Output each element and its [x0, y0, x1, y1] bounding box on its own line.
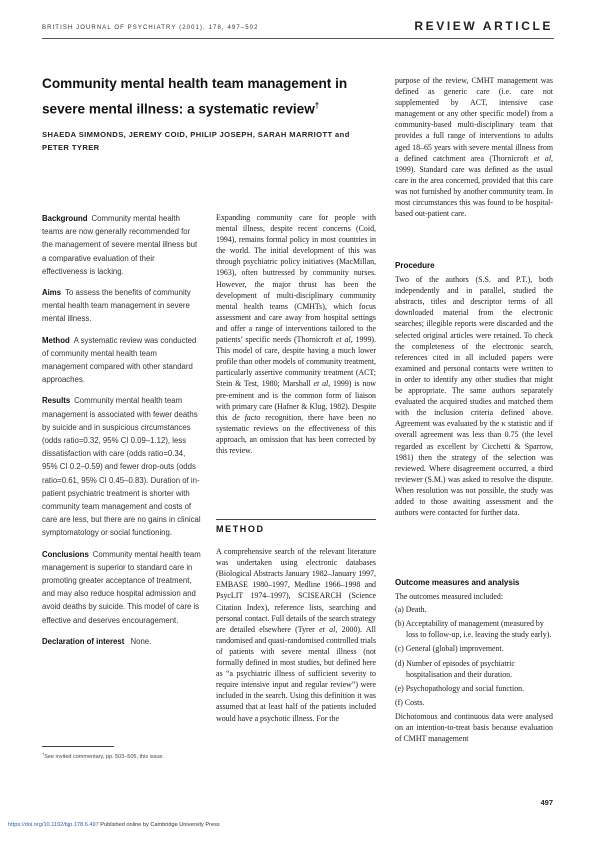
article-title — [42, 73, 362, 121]
abstract-background — [42, 212, 202, 278]
doi-link[interactable]: https://doi.org/10.1192/bjp.178.6.497 — [8, 822, 99, 828]
footnote-marker: † — [42, 751, 45, 756]
outcome-item: (f) Costs. — [395, 697, 425, 707]
abstract-declaration — [42, 635, 202, 648]
purpose-paragraph — [395, 75, 553, 219]
section-label: REVIEW ARTICLE — [414, 19, 553, 33]
purpose-et-al: et al — [533, 153, 552, 163]
method-et-al: et al — [319, 624, 336, 634]
footnote-text: See invited commentary, pp. 503–505, this issue. — [44, 753, 164, 760]
outcome-intro: The outcomes measured included: — [395, 592, 504, 602]
purpose-text-1: purpose of the review, CMHT management was defined as generic care (i.e. care not supplemented by ACT, intensive case management or any other specific model) from a community-based multi-disciplinary team that provides a full range of interventions to adults aged 18–65 years with severe mental illness from a defined catchment area (Thornicroft — [395, 76, 553, 163]
running-head: BRITISH JOURNAL OF PSYCHIATRY (2001), 178, 497–502 — [42, 25, 259, 31]
abstract-method-text: A systematic review was conducted of community mental health team management compared with other standard approaches. — [42, 335, 197, 385]
header-rule — [42, 38, 554, 39]
article-title-text: Community mental health team management in severe mental illness: a systematic review — [42, 76, 348, 117]
outcome-item: (b) Acceptability of management (measured by loss to follow-up, i.e. leaving the study early). — [395, 619, 552, 640]
abstract-results-label: Results — [42, 396, 71, 406]
abstract-results-text: Community mental health team management is associated with fewer deaths by suicide and in suspicious circumstances (odds ratio=0.32, 95% CI 0.09–1.12), less dissatisfaction with care (odds ratio=0.34, 95% CI 0.2–0.59) and fewer drop-outs (odds ratio=0.61, 95% CI 0.45–0.83). Duration of in-patient psychiatric treatment is shorter with community team management and costs of care are less, but there are no gains in clinical symptomatology or social functioning. — [42, 396, 201, 538]
abstract-background-text: Community mental health teams are now generally recommended for the management of severe mental illness but a comparative evaluation of their effectiveness is lacking. — [42, 214, 198, 276]
intro-et-al-2: et al — [313, 379, 329, 389]
footnote-rule — [42, 746, 114, 747]
doi-footer — [8, 822, 220, 828]
outcome-list — [395, 604, 553, 708]
procedure-text: Two of the authors (S.S. and P.T.), both independently and in parallel, studied the abstracts, titles and descriptor terms of all downloaded material from the electronic searches; illegible reports were discarded and the selected original articles were retained. To check the completeness of the electronic search, references cited in all included papers were examined and personal contacts were written to in order to identify any other studies that might be appropriate. The same authors separately evaluated the acquired studies and matched them with the inclusion criteria defined above. Agreement was evaluated by the κ statistic and if overall agreement was less than 0.75 (the level regarded as excellent by Cicchetti & Sparrow, 1981) then the strategy of the selection was reviewed. Where disagreement occurred, a third reviewer (S.M.) was asked to resolve the dispute. When resolution was not possible, the study was added to those awaiting assessment and the authors were contacted for further data. — [395, 275, 553, 518]
abstract-method — [42, 334, 202, 387]
title-dagger: † — [314, 101, 320, 110]
page-number: 497 — [540, 798, 553, 807]
abstract-results — [42, 394, 202, 539]
outcome-item: (c) General (global) improvement. — [395, 644, 504, 654]
outcome-tail: Dichotomous and continuous data were analysed on an intention-to-treat basis because evaluation of CMHT management — [395, 711, 553, 744]
method-heading: METHOD — [216, 519, 376, 535]
author-list: SHAEDA SIMMONDS, JEREMY COID, PHILIP JOSEPH, SARAH MARRIOTT and PETER TYRER — [42, 130, 350, 152]
abstract — [42, 212, 202, 656]
method-text-1: A comprehensive search of the relevant literature was undertaken using electronic databases (Biological Abstracts January 1982–January 1997, EMBASE 1980–1997, Medline 1966–1998 and PsycLIT 1974–1997), SCISEARCH (Science Citation Index), reference lists, searching and personal contact. Full details of the search strategy are detailed elsewhere (Tyrer — [216, 547, 376, 634]
method-section — [216, 519, 376, 724]
purpose-text — [395, 75, 553, 219]
introduction-text — [216, 212, 376, 456]
abstract-method-label: Method — [42, 335, 70, 345]
outcome-section — [395, 577, 553, 744]
introduction-paragraph — [216, 212, 376, 456]
intro-et-al-1: et al — [335, 335, 351, 345]
outcome-item: (d) Number of episodes of psychiatric hospitalisation and their duration. — [395, 658, 515, 679]
intro-text-2: , 1999). This model of care, despite having a much lower profile than other models of community treatment, particularly assertive community treatment (ACT; Stein & Test, 1980; Marshall — [216, 335, 376, 389]
procedure-heading: Procedure — [395, 261, 435, 270]
procedure-section — [395, 260, 553, 518]
abstract-conclusions-label: Conclusions — [42, 549, 89, 559]
abstract-conclusions — [42, 548, 202, 627]
abstract-conclusions-text: Community mental health team management is superior to standard care in promoting greater acceptance of treatment, and may also reduce hospital admission and avoid deaths by suicide. This model of care is effective and deserves encouragement. — [42, 549, 201, 625]
method-text-2: , 2000). All randomised and quasi-randomised controlled trials of patients with severe mental illness (not formally defined in most studies, but defined here as “a psychiatric illness of sufficient severity to require intensive input and regular review”) were included in the search. Using this definition it was assumed that at least half of the patients included would have a psychotic illness. For the — [216, 624, 377, 723]
abstract-background-label: Background — [42, 214, 88, 223]
abstract-aims-label: Aims — [42, 288, 62, 298]
method-text — [216, 546, 376, 724]
abstract-declaration-label: Declaration of interest — [42, 636, 125, 646]
purpose-text-2: , 1999). Standard care was defined as the usual care in the area concerned, provided that this care was not furnished by another community team. In most circumstances this was found to be hospital-based out-patient care. — [395, 153, 553, 219]
outcome-item: (a) Death. — [395, 605, 427, 615]
abstract-aims — [42, 286, 202, 326]
abstract-declaration-text: None. — [130, 636, 152, 646]
footnote — [42, 751, 164, 760]
outcome-item: (e) Psychopathology and social function. — [395, 683, 525, 693]
intro-text-4: recognition, there have been no systematic reviews on the effectiveness of this approach, an omission that has been corrected by this review. — [216, 412, 377, 455]
intro-text-1: Expanding community care for people with mental illness, despite recent concerns (Coid, 1994), remains formal policy in most countries in the world. The initial development of this was through psychiatric policy initiatives (MacMillan, 1963), often buttressed by community nurses. However, the major thrust has been the development of multi-disciplinary community mental health teams (CMHTs), which focus assessment and care away from hospital settings and offer a range of interventions tailored to the patients’ specific needs (Thornicroft — [216, 213, 376, 345]
doi-published-note: Published online by Cambridge University Press — [98, 822, 220, 828]
outcome-heading: Outcome measures and analysis — [395, 578, 520, 587]
abstract-aims-text: To assess the benefits of community mental health team management in severe mental illness. — [42, 288, 191, 324]
intro-text-3: , 1999) is now pre-eminent and is the common form of liaison with primary care (Hafner & Klug, 1982). Despite this — [216, 379, 376, 422]
intro-de-facto: de facto — [232, 412, 261, 422]
